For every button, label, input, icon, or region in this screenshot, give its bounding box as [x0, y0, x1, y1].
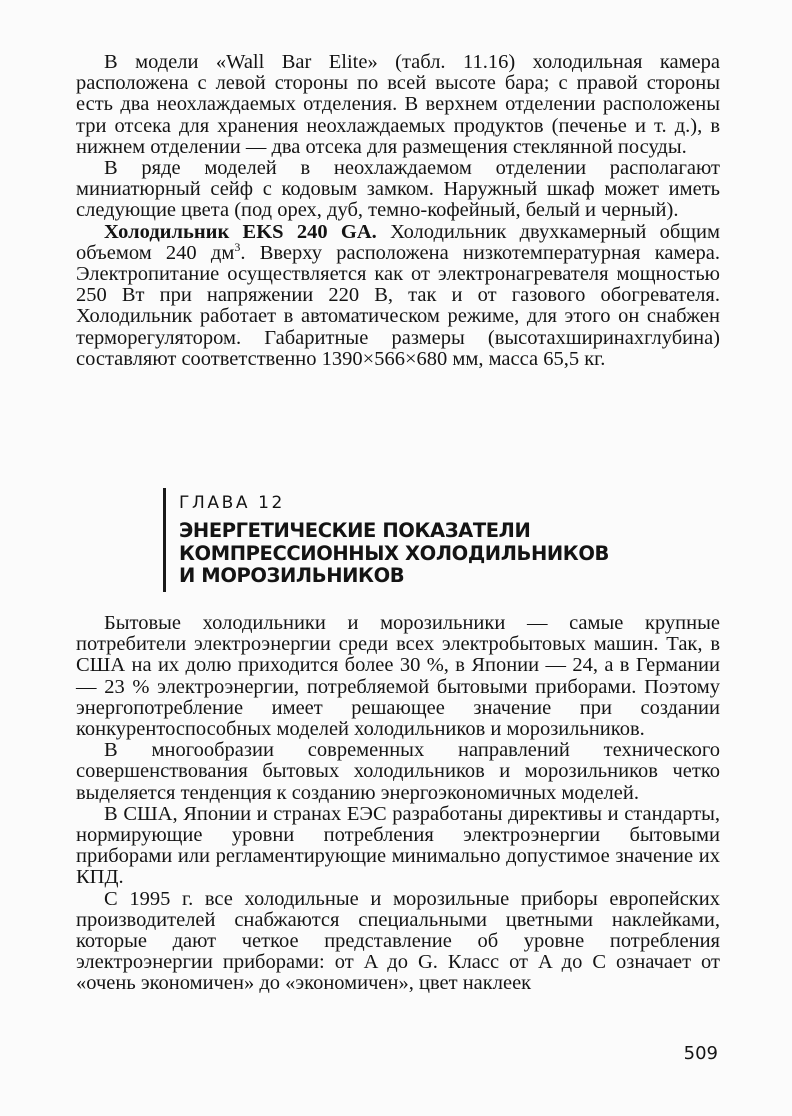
paragraph-trends: В многообразии современных направлений технического совершенствования бытовых холодильников и морозильников четко выделяется тенденция к созданию энергоэкономичных моделей. — [76, 739, 720, 804]
chapter-title-line-2: КОМПРЕССИОННЫХ ХОЛОДИЛЬНИКОВ — [179, 541, 609, 565]
eks-superscript: 3 — [234, 240, 241, 254]
chapter-title — [179, 520, 683, 588]
eks-text-before: Холодильник двухкамерный общим объемом 240 дм — [76, 220, 720, 264]
eks-text-after: . Вверху расположена низкотемпературная камера. Электропитание осуществляется как от электронагревателя мощностью 250 Вт при напряжении 220 В, так и от газового обогревателя. Холодильник работает в автоматическом режиме, для этого он снабжен терморегулятором. Габаритные размеры (высотахширинахглубина) составляют соответственно 1390×566×680 мм, масса 65,5 кг. — [76, 241, 720, 370]
chapter-title-line-3: И МОРОЗИЛЬНИКОВ — [179, 564, 405, 587]
paragraph-eks-240-ga — [76, 222, 720, 370]
eks-lead: Холодильник EKS 240 GA. — [104, 220, 377, 243]
chapter-label: ГЛАВА 12 — [179, 493, 285, 513]
paragraph-labels-1995: С 1995 г. все холодильные и морозильные приборы европейских производителей снабжаются специальными цветными наклейками, которые дают четкое представление об уровне потребления электроэнергии приборами: от A до G. Класс от A до C означает от «очень экономичен» до «экономичен», цвет наклеек — [76, 887, 720, 995]
paragraph-wall-bar-elite: В модели «Wall Bar Elite» (табл. 11.16) холодильная камера расположена с левой стороны по всей высоте бара; с правой стороны есть два неохлаждаемых отделения. В верхнем отделении расположены три отсека для хранения неохлаждаемых продуктов (печенье и т. д.), в нижнем отделении — два отсека для размещения стеклянной посуды. — [76, 51, 720, 158]
paragraph-consumers: Бытовые холодильники и морозильники — самые крупные потребители электроэнергии среди всех электробытовых машин. Так, в США на их долю приходится более 30 %, в Японии — 24, а в Германии — 23 % электроэнергии, потребляемой бытовыми приборами. Поэтому энергопотребление имеет решающее значение при создании конкурентоспособных моделей холодильников и морозильников. — [76, 612, 720, 741]
top-text-block — [76, 52, 720, 370]
chapter-heading — [163, 488, 683, 592]
bottom-text-block — [76, 613, 720, 995]
paragraph-safe: В ряде моделей в неохлаждаемом отделении располагают миниатюрный сейф с кодовым замком. Наружный шкаф может иметь следующие цвета (под орех, дуб, темно-кофейный, белый и черный). — [76, 157, 720, 222]
page-number: 509 — [683, 1043, 718, 1064]
chapter-title-line-1: ЭНЕРГЕТИЧЕСКИЕ ПОКАЗАТЕЛИ — [179, 519, 531, 542]
paragraph-directives: В США, Японии и странах ЕЭС разработаны директивы и стандарты, нормирующие уровни потребления электроэнергии бытовыми приборами или регламентирующие минимально допустимое значение их КПД. — [76, 802, 720, 889]
